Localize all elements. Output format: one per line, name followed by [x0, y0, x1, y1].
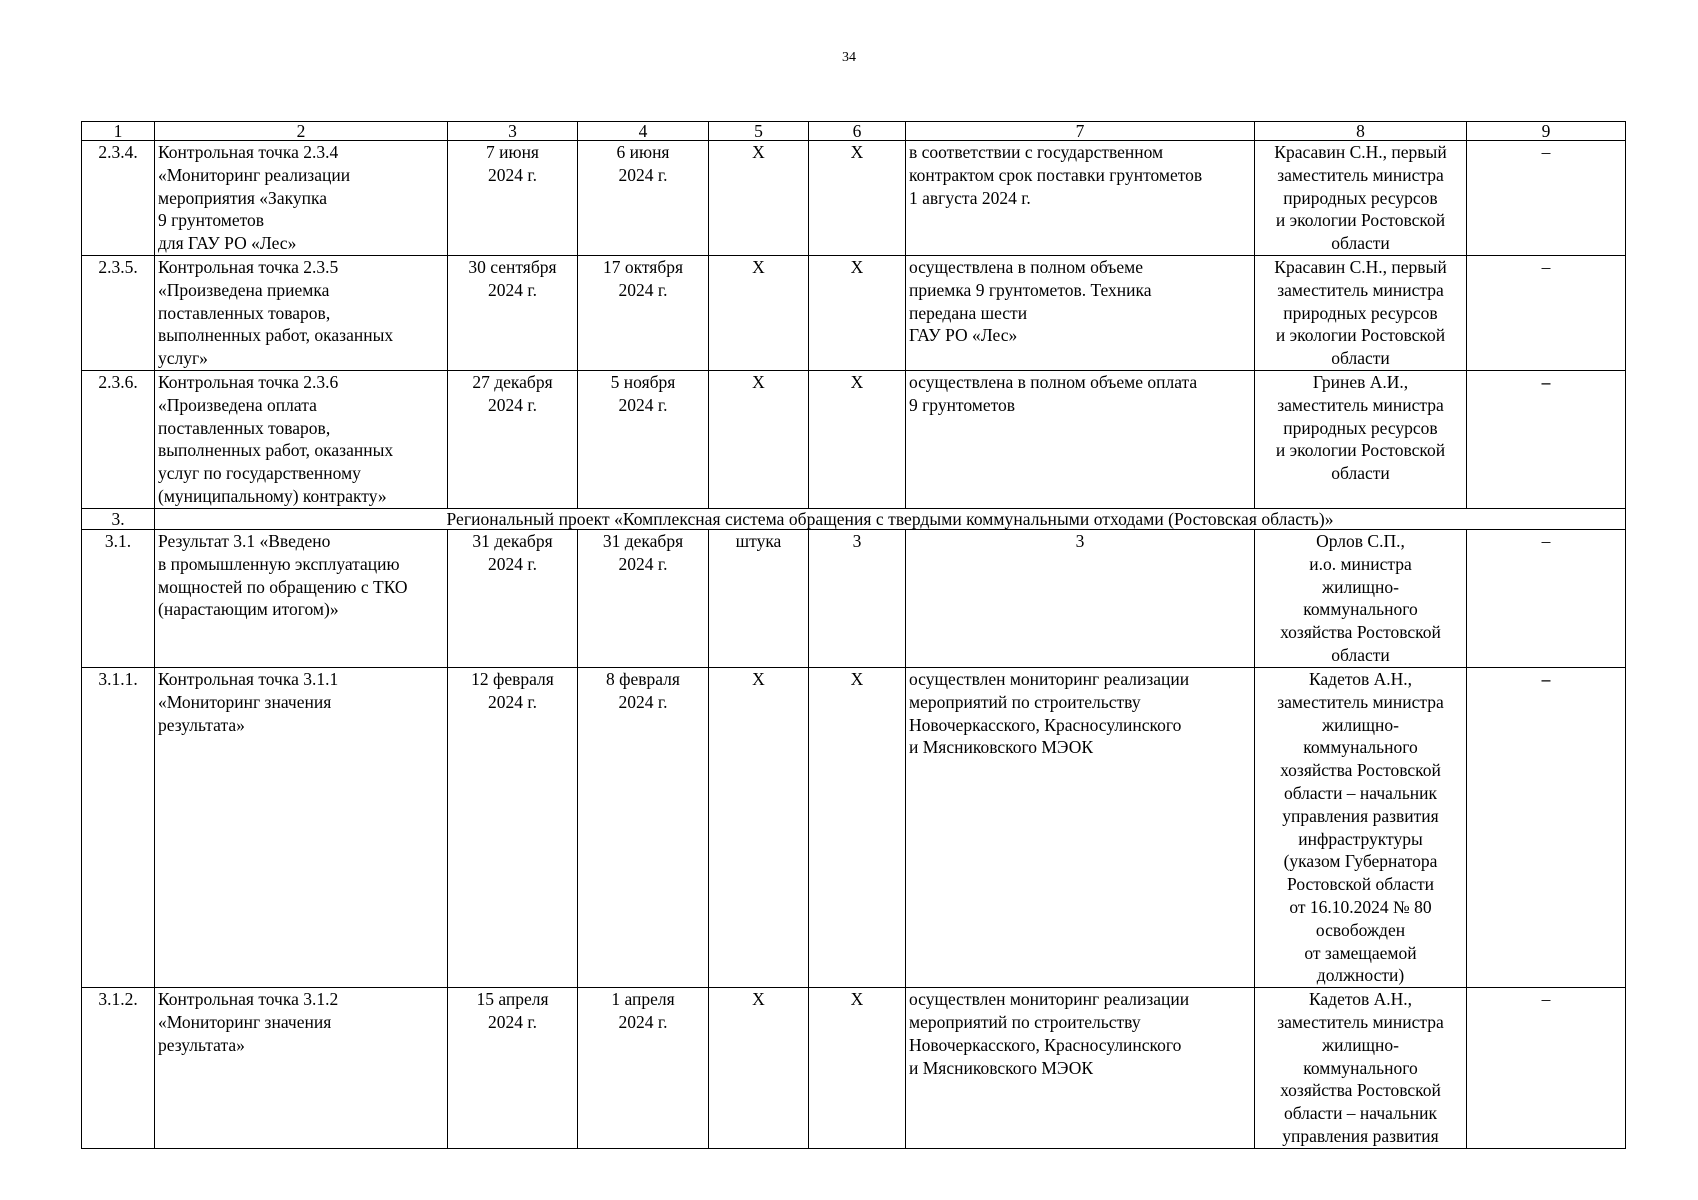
cell-line: и экологии Ростовской: [1275, 325, 1446, 346]
cell-line: (нарастающим итогом)»: [158, 599, 339, 620]
row-number: 3.1.1.: [82, 668, 155, 988]
cell-line: 2024 г.: [618, 164, 668, 185]
cell-line: заместитель министра: [1277, 279, 1444, 300]
cell-line: результата»: [158, 714, 245, 735]
cell-line: жилищно-: [1322, 714, 1399, 735]
cell-line: 1 августа 2024 г.: [909, 187, 1031, 208]
cell-line: 31 декабря: [472, 531, 553, 551]
cell-line: 5 ноября: [610, 372, 676, 392]
cell-line: области: [1331, 644, 1390, 665]
cell-line: «Мониторинг значения: [158, 1011, 332, 1032]
cell-line: Результат 3.1 «Введено: [158, 531, 331, 551]
section-number: 3.: [82, 509, 155, 530]
cell-line: «Произведена оплата: [158, 394, 317, 415]
row-plan-date: [448, 988, 578, 1149]
cell-line: услуг по государственному: [158, 463, 361, 484]
cell-line: 2024 г.: [488, 691, 537, 712]
cell-line: Кадетов А.Н.,: [1308, 989, 1413, 1010]
table-body: [82, 122, 1626, 1149]
cell-line: заместитель министра: [1277, 691, 1444, 712]
cell-line: управления развития: [1282, 805, 1439, 826]
cell-line: выполненных работ, оказанных: [158, 325, 394, 346]
cell-line: Ростовской области: [1287, 874, 1434, 895]
header-cell-4: 4: [578, 122, 709, 141]
cell-line: «Произведена приемка: [158, 279, 330, 300]
row-comment: [906, 371, 1255, 509]
cell-line: выполненных работ, оказанных: [158, 440, 394, 461]
header-cell-7: 7: [906, 122, 1255, 141]
row-col9: –: [1467, 371, 1626, 509]
row-plan-date: [448, 668, 578, 988]
cell-line: в соответствии с государственном: [909, 142, 1164, 162]
cell-line: 31 декабря: [602, 531, 684, 551]
cell-line: коммунального: [1303, 599, 1418, 620]
cell-line: Красавин С.Н., первый: [1274, 142, 1447, 162]
row-fact-date: [578, 530, 709, 668]
row-responsible: [1255, 256, 1467, 371]
cell-line: области – начальник: [1283, 782, 1438, 803]
cell-line: Кадетов А.Н.,: [1308, 669, 1413, 689]
cell-line: (муниципальному) контракту»: [158, 485, 387, 506]
row-col5: штука: [709, 530, 809, 668]
header-cell-3: 3: [448, 122, 578, 141]
cell-line: услуг»: [158, 348, 208, 369]
header-cell-1: 1: [82, 122, 155, 141]
cell-line: осуществлена в полном объеме: [909, 257, 1143, 277]
row-col6: X: [809, 668, 906, 988]
cell-line: осуществлен мониторинг реализации: [909, 989, 1190, 1010]
row-col9: –: [1467, 668, 1626, 988]
row-name: [155, 256, 448, 371]
cell-line: поставленных товаров,: [158, 302, 331, 323]
cell-line: приемка 9 грунтометов. Техника: [909, 279, 1152, 300]
cell-line: 15 апреля: [476, 989, 549, 1010]
cell-line: мощностей по обращению с ТКО: [158, 576, 408, 597]
row-name: [155, 530, 448, 668]
row-fact-date: [578, 141, 709, 256]
row-plan-date: [448, 371, 578, 509]
cell-line: области: [1331, 348, 1390, 369]
cell-line: области: [1331, 463, 1390, 484]
table-row: [82, 256, 1626, 371]
section-title: Региональный проект «Комплексная система обращения с твердыми коммунальными отходами (Ростовская область)»: [155, 509, 1626, 530]
cell-line: заместитель министра: [1277, 394, 1444, 415]
cell-line: 2024 г.: [618, 394, 668, 415]
row-comment: [906, 988, 1255, 1149]
header-cell-6: 6: [809, 122, 906, 141]
row-col5: X: [709, 371, 809, 509]
cell-line: хозяйства Ростовской: [1280, 1080, 1441, 1101]
cell-line: осуществлен мониторинг реализации: [909, 669, 1190, 689]
cell-line: 9 грунтометов: [909, 394, 1016, 415]
report-table: [81, 121, 1626, 1149]
cell-line: и экологии Ростовской: [1275, 210, 1446, 231]
row-number: 3.1.2.: [82, 988, 155, 1149]
cell-line: 12 февраля: [471, 669, 554, 689]
cell-line: мероприятий по строительству: [909, 691, 1141, 712]
header-cell-5: 5: [709, 122, 809, 141]
cell-line: Новочеркасского, Красносулинского: [909, 1034, 1182, 1055]
cell-line: Контрольная точка 2.3.5: [158, 257, 339, 277]
cell-line: мероприятий по строительству: [909, 1011, 1141, 1032]
cell-line: заместитель министра: [1277, 1011, 1444, 1032]
row-col9: –: [1467, 530, 1626, 668]
row-comment: [906, 668, 1255, 988]
cell-line: природных ресурсов: [1283, 417, 1438, 438]
section-row: [82, 509, 1626, 530]
cell-line: 7 июня: [486, 142, 539, 162]
row-name: [155, 988, 448, 1149]
cell-line: и экологии Ростовской: [1275, 440, 1446, 461]
cell-line: результата»: [158, 1034, 245, 1055]
row-responsible: [1255, 141, 1467, 256]
row-col9: –: [1467, 256, 1626, 371]
row-number: 2.3.6.: [82, 371, 155, 509]
cell-line: Гринев А.И.,: [1312, 372, 1409, 392]
cell-line: 30 сентября: [468, 257, 557, 277]
row-fact-date: [578, 668, 709, 988]
cell-line: коммунального: [1303, 1057, 1418, 1078]
cell-line: 2024 г.: [618, 691, 668, 712]
cell-line: природных ресурсов: [1283, 187, 1438, 208]
cell-line: Контрольная точка 3.1.2: [158, 989, 339, 1010]
cell-line: и.о. министра: [1309, 553, 1412, 574]
cell-line: управления развития: [1282, 1125, 1439, 1146]
row-number: 2.3.4.: [82, 141, 155, 256]
cell-line: 2024 г.: [618, 553, 668, 574]
table-row: [82, 371, 1626, 509]
row-name: [155, 141, 448, 256]
cell-line: Контрольная точка 2.3.6: [158, 372, 339, 392]
row-col6: 3: [809, 530, 906, 668]
cell-line: области: [1331, 233, 1390, 254]
cell-line: заместитель министра: [1277, 164, 1444, 185]
row-col5: X: [709, 141, 809, 256]
row-plan-date: [448, 141, 578, 256]
cell-line: 2024 г.: [488, 1011, 537, 1032]
row-col9: –: [1467, 141, 1626, 256]
row-col5: X: [709, 988, 809, 1149]
row-number: 3.1.: [82, 530, 155, 668]
cell-line: от замещаемой: [1304, 942, 1417, 963]
cell-line: 17 октября: [602, 257, 684, 277]
cell-line: 2024 г.: [488, 279, 537, 300]
cell-line: освобожден: [1315, 919, 1406, 940]
cell-line: 8 февраля: [606, 669, 680, 689]
cell-line: 2024 г.: [488, 394, 537, 415]
header-cell-9: 9: [1467, 122, 1626, 141]
row-responsible: [1255, 668, 1467, 988]
cell-line: Красавин С.Н., первый: [1274, 257, 1447, 277]
cell-line: поставленных товаров,: [158, 417, 331, 438]
cell-line: 9 грунтометов: [158, 210, 265, 231]
header-cell-8: 8: [1255, 122, 1467, 141]
cell-line: Контрольная точка 3.1.1: [158, 669, 339, 689]
cell-line: в промышленную эксплуатацию: [158, 553, 400, 574]
cell-line: 1 апреля: [611, 989, 675, 1010]
cell-line: 6 июня: [616, 142, 670, 162]
cell-line: инфраструктуры: [1298, 828, 1423, 849]
table-row: [82, 988, 1626, 1149]
cell-line: Контрольная точка 2.3.4: [158, 142, 339, 162]
cell-line: и Мясниковского МЭОК: [909, 737, 1094, 758]
cell-line: 27 декабря: [472, 372, 553, 392]
cell-line: осуществлена в полном объеме оплата: [909, 372, 1198, 392]
row-comment: [906, 530, 1255, 668]
cell-line: 2024 г.: [488, 164, 537, 185]
row-comment: [906, 141, 1255, 256]
row-plan-date: [448, 256, 578, 371]
table-row: [82, 530, 1626, 668]
header-cell-2: 2: [155, 122, 448, 141]
row-responsible: [1255, 530, 1467, 668]
cell-line: должности): [1316, 965, 1405, 986]
cell-line: «Мониторинг реализации: [158, 164, 351, 185]
row-name: [155, 668, 448, 988]
row-col6: X: [809, 371, 906, 509]
row-col9: –: [1467, 988, 1626, 1149]
row-number: 2.3.5.: [82, 256, 155, 371]
cell-line: области – начальник: [1283, 1103, 1438, 1124]
cell-line: и Мясниковского МЭОК: [909, 1057, 1094, 1078]
cell-line: хозяйства Ростовской: [1280, 622, 1441, 643]
cell-line: хозяйства Ростовской: [1280, 760, 1441, 781]
row-col6: X: [809, 141, 906, 256]
row-name: [155, 371, 448, 509]
table-row: [82, 141, 1626, 256]
header-row: [82, 122, 1626, 141]
cell-line: для ГАУ РО «Лес»: [158, 233, 297, 254]
cell-line: жилищно-: [1322, 1034, 1399, 1055]
cell-line: 2024 г.: [618, 1011, 668, 1032]
cell-line: жилищно-: [1322, 576, 1399, 597]
row-col5: X: [709, 668, 809, 988]
cell-line: передана шести: [909, 302, 1028, 323]
row-comment: [906, 256, 1255, 371]
cell-line: 2024 г.: [618, 279, 668, 300]
row-col5: X: [709, 256, 809, 371]
cell-line: коммунального: [1303, 737, 1418, 758]
table-row: [82, 668, 1626, 988]
cell-line: (указом Губернатора: [1283, 851, 1438, 872]
cell-line: 2024 г.: [488, 553, 537, 574]
cell-line: «Мониторинг значения: [158, 691, 332, 712]
cell-line: природных ресурсов: [1283, 302, 1438, 323]
row-plan-date: [448, 530, 578, 668]
row-responsible: [1255, 988, 1467, 1149]
row-fact-date: [578, 988, 709, 1149]
row-responsible: [1255, 371, 1467, 509]
row-col6: X: [809, 988, 906, 1149]
row-fact-date: [578, 256, 709, 371]
page-number: 34: [842, 50, 856, 65]
cell-line: Орлов С.П.,: [1316, 531, 1405, 551]
row-col6: X: [809, 256, 906, 371]
cell-line: контрактом срок поставки грунтометов: [909, 164, 1203, 185]
cell-line: 3: [1075, 531, 1085, 551]
cell-line: мероприятия «Закупка: [158, 187, 327, 208]
cell-line: ГАУ РО «Лес»: [909, 325, 1018, 346]
cell-line: от 16.10.2024 № 80: [1289, 896, 1432, 917]
row-fact-date: [578, 371, 709, 509]
cell-line: Новочеркасского, Красносулинского: [909, 714, 1182, 735]
